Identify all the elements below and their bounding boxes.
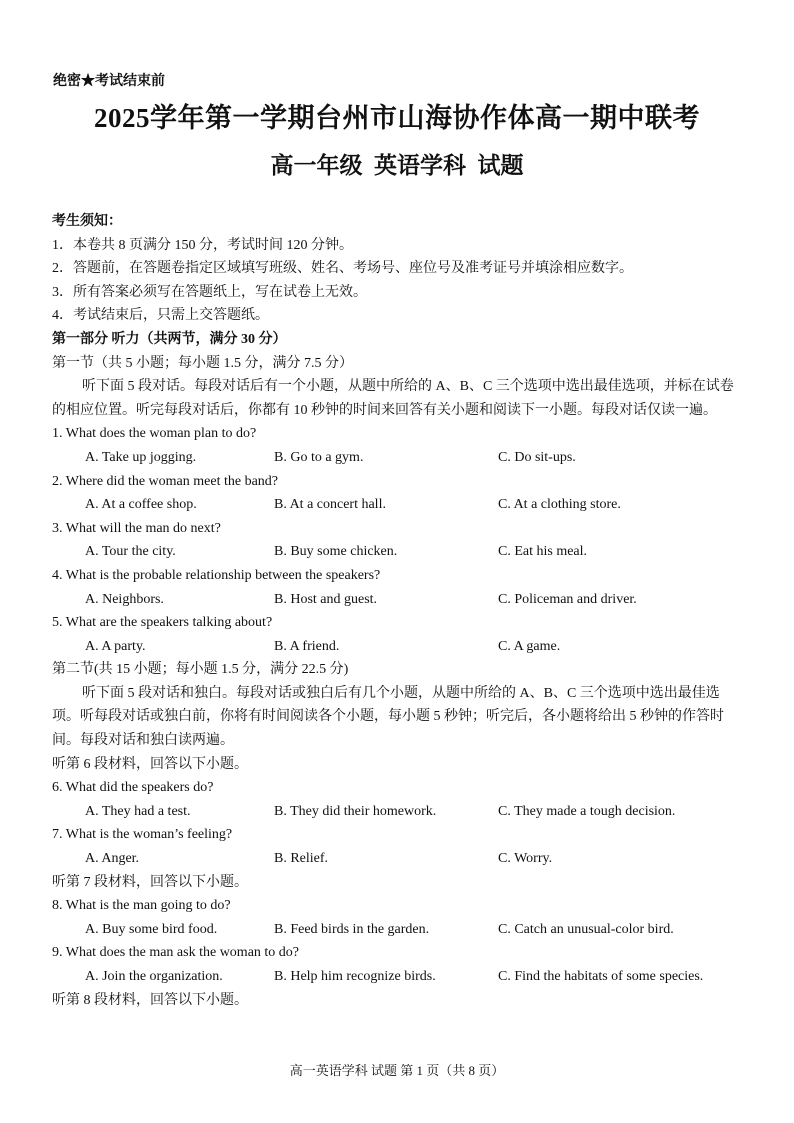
- option-a: A. They had a test.: [85, 803, 191, 819]
- question-options: [52, 847, 742, 871]
- question-options: [52, 965, 742, 989]
- notice-item: 3．所有答案必须写在答题纸上，写在试卷上无效。: [52, 284, 367, 300]
- question-stem: 3. What will the man do next?: [52, 520, 221, 536]
- question-stem: 6. What did the speakers do?: [52, 780, 214, 796]
- option-a: A. Anger.: [85, 851, 140, 867]
- exam-subtitle: [0, 147, 794, 180]
- option-b: B. Go to a gym.: [274, 449, 364, 465]
- material-heading: 听第 6 段材料，回答以下小题。: [52, 756, 248, 772]
- option-b: B. A friend.: [274, 638, 340, 654]
- question-stem: 4. What is the probable relationship between the speakers?: [52, 567, 381, 583]
- question-options: [52, 635, 742, 659]
- option-b: B. Host and guest.: [274, 591, 378, 607]
- option-b: B. Help him recognize birds.: [274, 969, 436, 984]
- option-b: B. They did their homework.: [274, 803, 437, 819]
- notice-item: 2．答题前，在答题卷指定区域填写班级、姓名、考场号、座位号及准考证号并填涂相应数字。: [52, 261, 633, 277]
- option-a: A. At a coffee shop.: [85, 497, 197, 513]
- subtitle-grade: 高一年级: [270, 153, 363, 178]
- question-stem: 7. What is the woman’s feeling?: [52, 827, 233, 843]
- option-c: C. Policeman and driver.: [498, 591, 637, 607]
- notice-item: 1．本卷共 8 页满分 150 分，考试时间 120 分钟。: [52, 237, 353, 253]
- confidential-label: 绝密★考试结束前: [53, 74, 165, 89]
- question-stem: 1. What does the woman plan to do?: [52, 426, 257, 442]
- option-a: A. Buy some bird food.: [85, 921, 218, 937]
- section2-heading: 第二节(共 15 小题；每小题 1.5 分，满分 22.5 分): [52, 662, 349, 678]
- option-c: C. Catch an unusual-color bird.: [498, 921, 674, 937]
- option-c: C. Eat his meal.: [498, 544, 588, 560]
- part1-heading: 第一部分 听力（共两节，满分 30 分）: [52, 331, 287, 347]
- subtitle-type: 试题: [477, 153, 524, 178]
- question-stem: 8. What is the man going to do?: [52, 898, 231, 914]
- notice-heading: 考生须知：: [52, 214, 122, 229]
- question-stem: 5. What are the speakers talking about?: [52, 615, 273, 631]
- section1-heading: 第一节（共 5 小题；每小题 1.5 分，满分 7.5 分）: [52, 355, 353, 371]
- option-b: B. Relief.: [274, 851, 329, 867]
- exam-title: 2025学年第一学期台州市山海协作体高一期中联考: [94, 103, 700, 133]
- option-b: B. At a concert hall.: [274, 497, 386, 513]
- question-stem: 2. Where did the woman meet the band?: [52, 473, 278, 489]
- question-options: [52, 588, 742, 612]
- option-a: A. A party.: [85, 638, 146, 654]
- option-c: C. Do sit-ups.: [498, 449, 576, 465]
- question-options: [52, 540, 742, 564]
- option-c: C. Worry.: [498, 851, 553, 867]
- question-options: [52, 918, 742, 942]
- material-heading: 听第 8 段材料，回答以下小题。: [52, 992, 248, 1008]
- section2-instructions: 听下面 5 段对话和独白。每段对话或独白后有几个小题，从题中所给的 A、B、C 三个选项中选出最佳选项。听每段对话或独白前，你将有时间阅读各个小题，每小题 5 秒钟；听完后，各小题将给出 5 秒钟的作答时间。每段对话和独白读两遍。: [52, 685, 724, 749]
- option-c: C. They made a tough decision.: [498, 803, 676, 819]
- question-options: [52, 493, 742, 517]
- option-a: A. Tour the city.: [85, 544, 176, 560]
- option-c: C. Find the habitats of some species.: [498, 969, 704, 984]
- section1-instructions: 听下面 5 段对话。每段对话后有一个小题，从题中所给的 A、B、C 三个选项中选出最佳选项，并标在试卷的相应位置。听完每段对话后，你都有 10 秒钟的时间来回答有关小题和阅读下一小题。每段对话仅读一遍。: [52, 379, 734, 418]
- material-heading: 听第 7 段材料，回答以下小题。: [52, 874, 248, 890]
- notice-item: 4．考试结束后，只需上交答题纸。: [52, 308, 269, 324]
- question-options: [52, 446, 742, 470]
- question-stem: 9. What does the man ask the woman to do?: [52, 945, 300, 961]
- subtitle-subject: 英语学科: [374, 153, 466, 178]
- option-a: A. Neighbors.: [85, 591, 164, 607]
- question-options: [52, 800, 742, 824]
- option-c: C. At a clothing store.: [498, 497, 621, 513]
- option-c: C. A game.: [498, 638, 561, 654]
- option-b: B. Feed birds in the garden.: [274, 921, 430, 937]
- exam-content: [52, 210, 742, 1012]
- option-a: A. Join the organization.: [85, 969, 223, 984]
- option-b: B. Buy some chicken.: [274, 544, 398, 560]
- option-a: A. Take up jogging.: [85, 449, 197, 465]
- page-footer: 高一英语学科 试题 第 1 页（共 8 页）: [289, 1063, 505, 1078]
